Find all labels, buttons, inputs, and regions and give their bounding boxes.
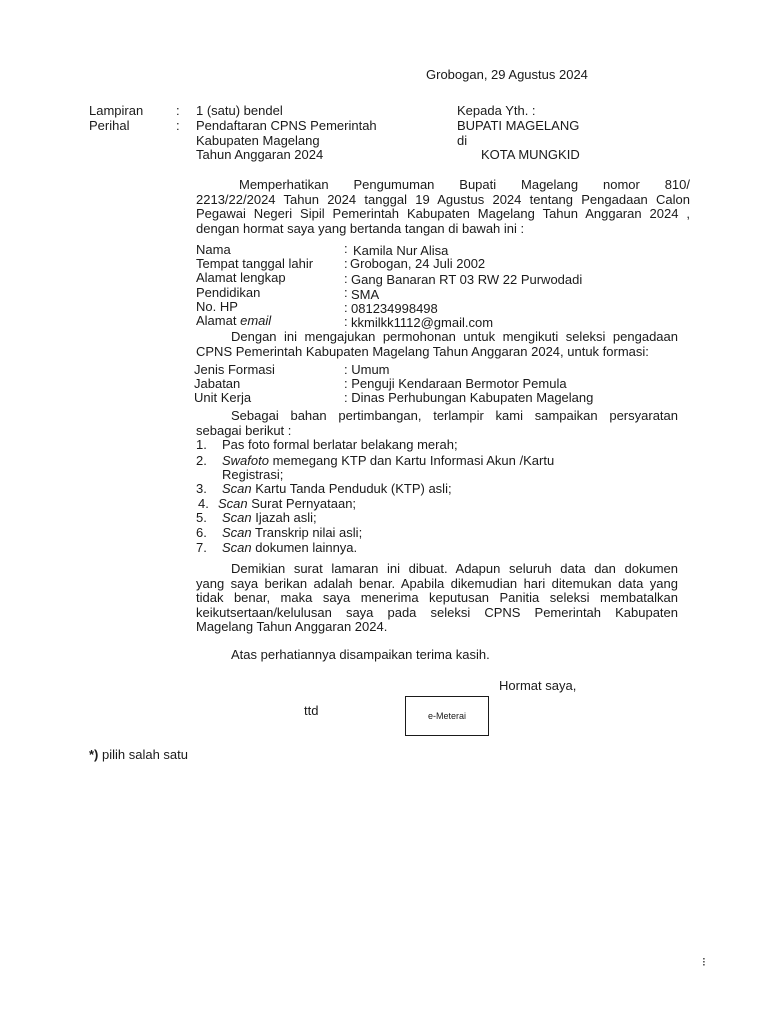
lampiran-value: 1 (satu) bendel bbox=[196, 103, 283, 118]
alamat-label: Alamat lengkap bbox=[196, 270, 286, 285]
closing-line-1: Demikian surat lamaran ini dibuat. Adapun seluruh data dan dokumen bbox=[231, 561, 678, 576]
lampiran-colon: : bbox=[176, 103, 180, 118]
list-item-body: Surat Pernyataan; bbox=[247, 496, 357, 511]
thanks-line: Atas perhatiannya disampaikan terima kasih. bbox=[231, 647, 490, 662]
alamat-colon: : bbox=[344, 271, 348, 286]
email-label bbox=[196, 313, 271, 328]
perihal-line-3: Tahun Anggaran 2024 bbox=[196, 147, 324, 162]
ttl-colon: : bbox=[344, 256, 348, 271]
list-item bbox=[0, 510, 768, 525]
list-item-text bbox=[222, 540, 357, 555]
recipient-di: di bbox=[457, 133, 468, 148]
perihal-colon: : bbox=[176, 118, 180, 133]
closing-line-5: Magelang Tahun Anggaran 2024. bbox=[196, 619, 388, 634]
list-item-text bbox=[222, 481, 452, 496]
list-item bbox=[0, 453, 768, 468]
list-item-italic: Scan bbox=[222, 481, 252, 496]
recipient-greeting: Kepada Yth. : bbox=[457, 103, 536, 118]
ttl-label: Tempat tanggal lahir bbox=[196, 256, 314, 271]
list-item-number: 2. bbox=[196, 453, 207, 468]
closing-line-3: tidak benar, maka saya menerima keputusan Panitia seleksi membatalkan bbox=[196, 590, 678, 605]
email-value: kkmilkk1112@gmail.com bbox=[351, 315, 494, 330]
list-item-body: dokumen lainnya. bbox=[251, 540, 358, 555]
perihal-line-2: Kabupaten Magelang bbox=[196, 133, 320, 148]
closing-line-2: yang saya berikan adalah benar. Apabila dikemudian hari ditemukan data yang bbox=[196, 575, 678, 591]
list-item bbox=[0, 481, 768, 496]
list-item-text bbox=[222, 467, 283, 482]
list-item-number: 1. bbox=[196, 437, 207, 452]
list-item-text bbox=[222, 525, 362, 540]
unit-kerja-value: : Dinas Perhubungan Kabupaten Magelang bbox=[344, 390, 594, 405]
perihal-line-1: Pendaftaran CPNS Pemerintah bbox=[196, 118, 377, 133]
list-item-body: Kartu Tanda Penduduk (KTP) asli; bbox=[251, 481, 452, 496]
list-item-text bbox=[222, 437, 458, 452]
pendidikan-label: Pendidikan bbox=[196, 285, 261, 300]
list-item-body: Ijazah asli; bbox=[251, 510, 317, 525]
footnote bbox=[89, 747, 188, 762]
footnote-text: pilih salah satu bbox=[98, 747, 189, 762]
pendidikan-colon: : bbox=[344, 285, 348, 300]
list-item-text bbox=[218, 496, 356, 511]
recipient-city: KOTA MUNGKID bbox=[481, 147, 580, 162]
requirements-intro bbox=[196, 409, 678, 438]
intro-line-2: 2213/22/2024 Tahun 2024 tanggal 19 Agustus 2024 tentang Pengadaan Calon bbox=[196, 191, 690, 207]
nama-value: Kamila Nur Alisa bbox=[353, 243, 449, 258]
hp-value: 081234998498 bbox=[351, 301, 438, 316]
closing-paragraph bbox=[196, 562, 678, 635]
closing-line-4: keikutsertaan/kelulusan saya pada seleksi CPNS Pemerintah Kabupaten bbox=[196, 604, 678, 620]
e-meterai-label: e-Meterai bbox=[427, 711, 466, 721]
list-item-body: Pas foto formal berlatar belakang merah; bbox=[222, 437, 458, 452]
page-corner-mark: ⁝ bbox=[702, 955, 706, 969]
unit-kerja-label: Unit Kerja bbox=[194, 390, 252, 405]
jabatan-label: Jabatan bbox=[194, 376, 241, 391]
application-line-2: CPNS Pemerintah Kabupaten Magelang Tahun Anggaran 2024, untuk formasi: bbox=[196, 343, 649, 359]
requirements-intro-line-1: Sebagai bahan pertimbangan, terlampir kami sampaikan persyaratan bbox=[231, 408, 678, 423]
list-item-number: 7. bbox=[196, 540, 207, 555]
hp-label: No. HP bbox=[196, 299, 238, 314]
list-item-number: 5. bbox=[196, 510, 207, 525]
email-label-prefix: Alamat bbox=[196, 313, 237, 328]
list-item-number: 6. bbox=[196, 525, 207, 540]
jenis-formasi-value: : Umum bbox=[344, 362, 390, 377]
lampiran-label: Lampiran bbox=[89, 103, 144, 118]
list-item-body: memegang KTP dan Kartu Informasi Akun /Kartu bbox=[268, 453, 555, 468]
nama-colon: : bbox=[344, 241, 348, 256]
letter-date: Grobogan, 29 Agustus 2024 bbox=[426, 67, 588, 82]
e-meterai-box bbox=[405, 696, 489, 736]
application-paragraph bbox=[196, 330, 678, 359]
intro-paragraph bbox=[196, 178, 690, 236]
list-item bbox=[0, 540, 768, 555]
alamat-value: Gang Banaran RT 03 RW 22 Purwodadi bbox=[351, 272, 583, 287]
list-item-number: 3. bbox=[196, 481, 207, 496]
perihal-label: Perihal bbox=[89, 118, 130, 133]
list-item-italic: Scan bbox=[222, 540, 252, 555]
list-item-text bbox=[222, 510, 317, 525]
nama-label: Nama bbox=[196, 242, 231, 257]
email-label-italic: email bbox=[240, 313, 272, 328]
list-item-italic: Scan bbox=[218, 496, 248, 511]
list-item-continuation bbox=[0, 467, 768, 482]
intro-line-1: Memperhatikan Pengumuman Bupati Magelang nomor 810/ bbox=[239, 177, 690, 192]
intro-line-3: Pegawai Negeri Sipil Pemerintah Kabupaten Magelang Tahun Anggaran 2024 , bbox=[196, 206, 690, 221]
list-item-text bbox=[222, 453, 554, 468]
pendidikan-value: SMA bbox=[351, 287, 380, 302]
recipient-name: BUPATI MAGELANG bbox=[457, 118, 580, 133]
list-item-body: Registrasi; bbox=[222, 467, 284, 482]
ttl-value: Grobogan, 24 Juli 2002 bbox=[350, 256, 486, 271]
list-item bbox=[0, 496, 768, 511]
requirements-intro-line-2: sebagai berikut : bbox=[196, 422, 292, 438]
intro-line-4: dengan hormat saya yang bertanda tangan di bawah ini : bbox=[196, 220, 525, 236]
list-item-number: 4. bbox=[198, 496, 209, 511]
list-item-italic: Scan bbox=[222, 525, 252, 540]
hp-colon: : bbox=[344, 300, 348, 315]
hormat-saya: Hormat saya, bbox=[499, 678, 577, 693]
footnote-mark: *) bbox=[89, 747, 99, 762]
list-item bbox=[0, 437, 768, 452]
list-item bbox=[0, 525, 768, 540]
email-colon: : bbox=[344, 314, 348, 329]
jabatan-value: : Penguji Kendaraan Bermotor Pemula bbox=[344, 376, 567, 391]
list-item-italic: Scan bbox=[222, 510, 252, 525]
list-item-italic: Swafoto bbox=[222, 453, 269, 468]
jenis-formasi-label: Jenis Formasi bbox=[194, 362, 275, 377]
application-line-1: Dengan ini mengajukan permohonan untuk mengikuti seleksi pengadaan bbox=[231, 329, 678, 344]
list-item-body: Transkrip nilai asli; bbox=[251, 525, 363, 540]
ttd-mark: ttd bbox=[304, 703, 319, 718]
